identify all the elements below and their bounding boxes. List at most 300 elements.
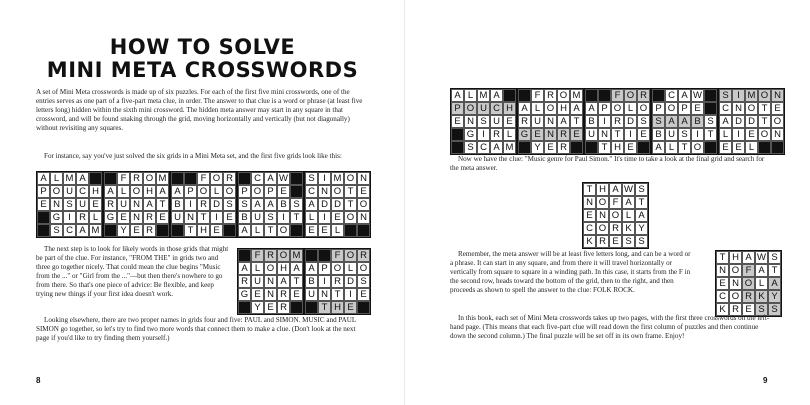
letter-cell: R xyxy=(518,115,531,128)
letter-cell: N xyxy=(464,115,477,128)
letter-cell: N xyxy=(771,89,784,102)
letter-cell: N xyxy=(130,211,143,224)
letter-cell: A xyxy=(755,264,768,277)
black-square xyxy=(652,89,665,102)
letter-cell: E xyxy=(89,198,102,211)
letter-cell: U xyxy=(305,288,318,301)
letter-cell: A xyxy=(305,198,318,211)
letter-cell: S xyxy=(63,198,76,211)
letter-cell: R xyxy=(104,198,117,211)
letter-cell: S xyxy=(50,224,63,237)
letter-cell: L xyxy=(624,102,637,115)
black-square xyxy=(223,224,236,237)
letter-cell: U xyxy=(251,211,264,224)
letter-cell: E xyxy=(264,301,277,314)
letter-cell: A xyxy=(451,89,464,102)
letter-cell: A xyxy=(490,141,503,154)
letter-cell: N xyxy=(318,288,331,301)
letter-cell: I xyxy=(691,128,704,141)
letter-cell: O xyxy=(210,172,223,185)
letter-cell: O xyxy=(357,262,370,275)
black-square xyxy=(290,185,303,198)
black-square xyxy=(704,89,717,102)
letter-cell: A xyxy=(76,172,89,185)
letter-cell: L xyxy=(531,102,544,115)
letter-cell: C xyxy=(477,141,490,154)
letter-cell: T xyxy=(704,128,717,141)
black-square xyxy=(771,141,784,154)
letter-cell: P xyxy=(238,185,251,198)
letter-cell: S xyxy=(704,115,717,128)
letter-cell: N xyxy=(544,115,557,128)
letter-cell: R xyxy=(277,301,290,314)
letter-cell: C xyxy=(719,102,732,115)
letter-cell: R xyxy=(544,89,557,102)
letter-cell: T xyxy=(598,141,611,154)
letter-cell: A xyxy=(635,209,648,222)
letter-cell: R xyxy=(76,211,89,224)
letter-cell: G xyxy=(238,288,251,301)
black-square xyxy=(451,128,464,141)
letter-cell: A xyxy=(104,185,117,198)
letter-cell: T xyxy=(611,128,624,141)
letter-cell: L xyxy=(89,211,102,224)
letter-cell: F xyxy=(117,172,130,185)
black-square xyxy=(758,141,771,154)
letter-cell: P xyxy=(678,102,691,115)
letter-cell: E xyxy=(531,128,544,141)
letter-cell: E xyxy=(719,141,732,154)
letter-cell: H xyxy=(557,102,570,115)
letter-cell: I xyxy=(598,115,611,128)
letter-cell: T xyxy=(197,211,210,224)
letter-cell: A xyxy=(37,172,50,185)
intro-paragraph: A set of Mini Meta crosswords is made up of six puzzles. For each of the first five mini crosswords, one of the entries serves as one part of a five-part meta clue, in order. The answer to that clue is a word or phrase (at least five letters long) hidden within the sixth mini crossword. The hidden meta answer may start in any square in that crossword, and will be found snaking through the grid, moving horizontally and vertically (but not diagonally) without revisiting any squares. xyxy=(36,88,363,133)
clue-grid-4 xyxy=(651,88,718,155)
black-square xyxy=(344,224,357,237)
clue-found-paragraph: Now we have the clue: "Music genre for Paul Simon." It's time to take a look at the final grid and search for the meta answer. xyxy=(450,155,765,173)
black-square xyxy=(357,224,370,237)
letter-cell: I xyxy=(344,288,357,301)
letter-cell: F xyxy=(197,172,210,185)
letter-cell: R xyxy=(557,128,570,141)
letter-cell: N xyxy=(318,185,331,198)
letter-cell: O xyxy=(130,185,143,198)
letter-cell: O xyxy=(596,222,609,235)
letter-cell: R xyxy=(637,89,650,102)
letter-cell: A xyxy=(585,102,598,115)
letter-cell: E xyxy=(290,288,303,301)
letter-cell: H xyxy=(143,185,156,198)
letter-cell: E xyxy=(637,128,650,141)
letter-cell: T xyxy=(290,275,303,288)
letter-cell: F xyxy=(251,249,264,262)
letter-cell: S xyxy=(678,128,691,141)
letter-cell: R xyxy=(596,235,609,248)
letter-cell: C xyxy=(583,222,596,235)
letter-cell: D xyxy=(624,115,637,128)
letter-cell: A xyxy=(742,251,755,264)
letter-cell: O xyxy=(344,172,357,185)
black-square xyxy=(637,141,650,154)
letter-cell: A xyxy=(652,141,665,154)
letter-cell: O xyxy=(729,264,742,277)
letter-cell: O xyxy=(742,277,755,290)
letter-cell: L xyxy=(719,128,732,141)
letter-cell: E xyxy=(344,301,357,314)
letter-cell: O xyxy=(331,185,344,198)
letter-cell: F xyxy=(742,264,755,277)
letter-cell: O xyxy=(745,102,758,115)
letter-cell: E xyxy=(624,141,637,154)
letter-cell: O xyxy=(596,196,609,209)
letter-cell: E xyxy=(130,224,143,237)
letter-cell: G xyxy=(518,128,531,141)
black-square xyxy=(104,172,117,185)
letter-cell: A xyxy=(518,102,531,115)
mini-grid-2 xyxy=(103,171,170,238)
letter-cell: O xyxy=(624,89,637,102)
letter-cell: O xyxy=(357,198,370,211)
black-square xyxy=(37,224,50,237)
letter-cell: A xyxy=(768,277,781,290)
letter-cell: M xyxy=(745,89,758,102)
letter-cell: M xyxy=(63,172,76,185)
letter-cell: E xyxy=(277,185,290,198)
letter-cell: T xyxy=(264,224,277,237)
letter-cell: H xyxy=(277,262,290,275)
clue-grid-1 xyxy=(450,88,517,155)
letter-cell: A xyxy=(290,262,303,275)
letter-cell: F xyxy=(331,249,344,262)
letter-cell: O xyxy=(197,185,210,198)
letter-cell: S xyxy=(637,115,650,128)
letter-cell: R xyxy=(277,288,290,301)
letter-cell: Y xyxy=(768,290,781,303)
letter-cell: F xyxy=(611,89,624,102)
black-square xyxy=(171,172,184,185)
letter-cell: U xyxy=(117,198,130,211)
letter-cell: C xyxy=(76,185,89,198)
letter-cell: S xyxy=(305,172,318,185)
letter-cell: B xyxy=(305,275,318,288)
letter-cell: A xyxy=(609,183,622,196)
mini-grid-5 xyxy=(304,171,371,238)
letter-cell: M xyxy=(290,249,303,262)
letter-cell: L xyxy=(251,224,264,237)
letter-cell: K xyxy=(583,235,596,248)
letter-cell: N xyxy=(184,211,197,224)
letter-cell: E xyxy=(583,209,596,222)
letter-cell: N xyxy=(596,209,609,222)
letter-cell: R xyxy=(143,211,156,224)
letter-cell: O xyxy=(544,102,557,115)
right-page xyxy=(405,0,810,405)
black-square xyxy=(238,249,251,262)
letter-cell: M xyxy=(331,172,344,185)
letter-cell: R xyxy=(143,224,156,237)
letter-cell: C xyxy=(665,89,678,102)
letter-cell: I xyxy=(318,172,331,185)
letter-cell: O xyxy=(344,211,357,224)
letter-cell: S xyxy=(357,275,370,288)
letter-cell: O xyxy=(251,185,264,198)
letter-cell: H xyxy=(89,185,102,198)
letter-cell: S xyxy=(290,198,303,211)
letter-cell: R xyxy=(729,303,742,316)
letter-cell: A xyxy=(238,224,251,237)
letter-cell: U xyxy=(477,102,490,115)
black-square xyxy=(585,89,598,102)
letter-cell: O xyxy=(277,224,290,237)
letter-cell: O xyxy=(344,249,357,262)
black-square xyxy=(238,172,251,185)
letter-cell: E xyxy=(251,288,264,301)
letter-cell: A xyxy=(678,115,691,128)
letter-cell: P xyxy=(264,185,277,198)
letter-cell: A xyxy=(76,224,89,237)
letter-cell: E xyxy=(357,185,370,198)
letter-cell: N xyxy=(357,211,370,224)
letter-cell: L xyxy=(745,141,758,154)
black-square xyxy=(518,141,531,154)
letter-cell: S xyxy=(464,141,477,154)
letter-cell: L xyxy=(210,185,223,198)
black-square xyxy=(585,141,598,154)
letter-cell: E xyxy=(37,198,50,211)
meta-grid-solved xyxy=(715,250,782,317)
letter-cell: N xyxy=(771,128,784,141)
letter-cell: R xyxy=(264,249,277,262)
letter-cell: L xyxy=(665,141,678,154)
letter-cell: O xyxy=(729,290,742,303)
letter-cell: I xyxy=(732,89,745,102)
letter-cell: E xyxy=(451,115,464,128)
letter-cell: T xyxy=(768,264,781,277)
letter-cell: N xyxy=(583,196,596,209)
book-format-paragraph: In this book, each set of Mini Meta crosswords takes up two pages, with the first three crosswords on the left-hand page. (This means that each five-part clue will read down the first column of puzzles and then continue down the second column.) The final puzzle will be set off in its own frame. Enjoy! xyxy=(450,314,770,341)
letter-cell: D xyxy=(745,115,758,128)
letter-cell: S xyxy=(635,235,648,248)
letter-cell: E xyxy=(691,102,704,115)
black-square xyxy=(104,224,117,237)
letter-cell: B xyxy=(171,198,184,211)
black-square xyxy=(156,224,169,237)
example-grid-for xyxy=(304,248,371,315)
letter-cell: S xyxy=(622,235,635,248)
letter-cell: H xyxy=(611,141,624,154)
letter-cell: L xyxy=(344,262,357,275)
letter-cell: O xyxy=(691,141,704,154)
letter-cell: K xyxy=(622,222,635,235)
black-square xyxy=(184,172,197,185)
black-square xyxy=(570,141,583,154)
letter-cell: S xyxy=(755,303,768,316)
clue-grid-3 xyxy=(584,88,651,155)
letter-cell: N xyxy=(50,198,63,211)
letter-cell: I xyxy=(184,198,197,211)
letter-cell: H xyxy=(596,183,609,196)
letter-cell: U xyxy=(531,115,544,128)
letter-cell: R xyxy=(223,172,236,185)
letter-cell: F xyxy=(609,196,622,209)
letter-cell: F xyxy=(531,89,544,102)
letter-cell: R xyxy=(609,222,622,235)
letter-cell: T xyxy=(758,115,771,128)
letter-cell: N xyxy=(264,288,277,301)
letter-cell: T xyxy=(635,196,648,209)
letter-cell: U xyxy=(490,115,503,128)
letter-cell: T xyxy=(570,115,583,128)
mini-grid-3 xyxy=(170,171,237,238)
next-step-paragraph: The next step is to look for likely words in those grids that might be part of the clue. For instance, "FROM THE" in grids two and three go together nicely. That could mean the clue begins "Music from the ..." or "Girl from the ..."—but then there's nowhere to go from there. So that's one piece of advice: Be flexible, and keep trying new things if your first idea doesn't work. xyxy=(36,245,229,299)
letter-cell: W xyxy=(622,183,635,196)
letter-cell: U xyxy=(665,128,678,141)
letter-cell: I xyxy=(318,211,331,224)
letter-cell: R xyxy=(557,141,570,154)
black-square xyxy=(290,301,303,314)
letter-cell: S xyxy=(477,115,490,128)
letter-cell: O xyxy=(464,102,477,115)
letter-cell: T xyxy=(331,288,344,301)
instance-paragraph: For instance, say you've just solved the six grids in a Mini Meta set, and the first five grids look like this: xyxy=(44,152,342,160)
letter-cell: C xyxy=(305,185,318,198)
black-square xyxy=(704,102,717,115)
letter-cell: E xyxy=(609,235,622,248)
letter-cell: T xyxy=(344,198,357,211)
black-square xyxy=(318,249,331,262)
remember-paragraph: Remember, the meta answer will be at least five letters long, and can be a word or a phrase. It can start in any square, and from there it will travel horizontally or vertically from square to square in a winding path. In this case, it starts from the F in the second row, heads toward the bottom of the grid, then to the right, and then proceeds as shown to spell the answer to the clue: FOLK ROCK. xyxy=(450,250,691,295)
letter-cell: A xyxy=(264,198,277,211)
letter-cell: E xyxy=(156,211,169,224)
letter-cell: S xyxy=(652,115,665,128)
letter-cell: T xyxy=(344,185,357,198)
letter-cell: D xyxy=(210,198,223,211)
letter-cell: E xyxy=(742,303,755,316)
letter-cell: I xyxy=(477,128,490,141)
letter-cell: T xyxy=(583,183,596,196)
letter-cell: H xyxy=(197,224,210,237)
letter-cell: T xyxy=(184,224,197,237)
clue-grid-2 xyxy=(517,88,584,155)
letter-cell: A xyxy=(305,262,318,275)
letter-cell: U xyxy=(171,211,184,224)
page-title-line1: HOW TO SOLVE xyxy=(109,35,296,59)
letter-cell: E xyxy=(210,224,223,237)
letter-cell: E xyxy=(223,211,236,224)
letter-cell: G xyxy=(464,128,477,141)
letter-cell: S xyxy=(264,211,277,224)
letter-cell: D xyxy=(318,198,331,211)
letter-cell: S xyxy=(719,89,732,102)
black-square xyxy=(290,172,303,185)
letter-cell: R xyxy=(130,172,143,185)
letter-cell: E xyxy=(331,211,344,224)
clue-grid-5 xyxy=(718,88,785,155)
letter-cell: U xyxy=(251,275,264,288)
letter-cell: M xyxy=(477,89,490,102)
letter-cell: N xyxy=(716,264,729,277)
letter-cell: A xyxy=(490,89,503,102)
letter-cell: A xyxy=(277,275,290,288)
letter-cell: R xyxy=(611,115,624,128)
letter-cell: L xyxy=(305,211,318,224)
letter-cell: N xyxy=(598,128,611,141)
letter-cell: C xyxy=(490,102,503,115)
letter-cell: E xyxy=(745,128,758,141)
letter-cell: A xyxy=(143,198,156,211)
letter-cell: E xyxy=(357,288,370,301)
meta-grid xyxy=(582,182,649,249)
black-square xyxy=(704,141,717,154)
letter-cell: A xyxy=(570,102,583,115)
letter-cell: S xyxy=(768,303,781,316)
letter-cell: G xyxy=(104,211,117,224)
letter-cell: T xyxy=(678,141,691,154)
letter-cell: E xyxy=(305,224,318,237)
black-square xyxy=(503,89,516,102)
letter-cell: R xyxy=(238,275,251,288)
letter-cell: A xyxy=(238,262,251,275)
letter-cell: T xyxy=(290,211,303,224)
letter-cell: O xyxy=(331,262,344,275)
letter-cell: O xyxy=(771,115,784,128)
letter-cell: O xyxy=(665,102,678,115)
letter-cell: U xyxy=(585,128,598,141)
letter-cell: I xyxy=(63,211,76,224)
black-square xyxy=(89,172,102,185)
letter-cell: R xyxy=(742,290,755,303)
letter-cell: B xyxy=(652,128,665,141)
letter-cell: R xyxy=(197,198,210,211)
black-square xyxy=(238,301,251,314)
black-square xyxy=(518,89,531,102)
letter-cell: N xyxy=(357,172,370,185)
letter-cell: W xyxy=(691,89,704,102)
letter-cell: S xyxy=(768,251,781,264)
letter-cell: I xyxy=(277,211,290,224)
letter-cell: N xyxy=(544,128,557,141)
letter-cell: O xyxy=(143,172,156,185)
letter-cell: B xyxy=(585,115,598,128)
elsewhere-paragraph: Looking elsewhere, there are two proper names in grids four and five: PAUL and SIMON. MUSIC and PAUL SIMON go together, so let's try to find two more words that connect them to make a clue. (Don't look at the next page if you'd like to try finding them yourself.) xyxy=(36,316,357,343)
letter-cell: R xyxy=(357,249,370,262)
letter-cell: U xyxy=(63,185,76,198)
letter-cell: L xyxy=(50,172,63,185)
mini-grid-4 xyxy=(237,171,304,238)
letter-cell: I xyxy=(318,275,331,288)
letter-cell: O xyxy=(758,128,771,141)
letter-cell: A xyxy=(678,89,691,102)
letter-cell: M xyxy=(89,224,102,237)
mini-grid-1 xyxy=(36,171,103,238)
black-square xyxy=(37,211,50,224)
letter-cell: O xyxy=(637,102,650,115)
letter-cell: O xyxy=(223,185,236,198)
letter-cell: C xyxy=(716,290,729,303)
letter-cell: Y xyxy=(531,141,544,154)
letter-cell: E xyxy=(732,141,745,154)
letter-cell: O xyxy=(264,262,277,275)
letter-cell: N xyxy=(130,198,143,211)
letter-cell: L xyxy=(251,262,264,275)
letter-cell: C xyxy=(63,224,76,237)
page-number-left: 8 xyxy=(36,376,41,385)
letter-cell: N xyxy=(264,275,277,288)
letter-cell: O xyxy=(50,185,63,198)
letter-cell: B xyxy=(277,198,290,211)
letter-cell: T xyxy=(318,301,331,314)
